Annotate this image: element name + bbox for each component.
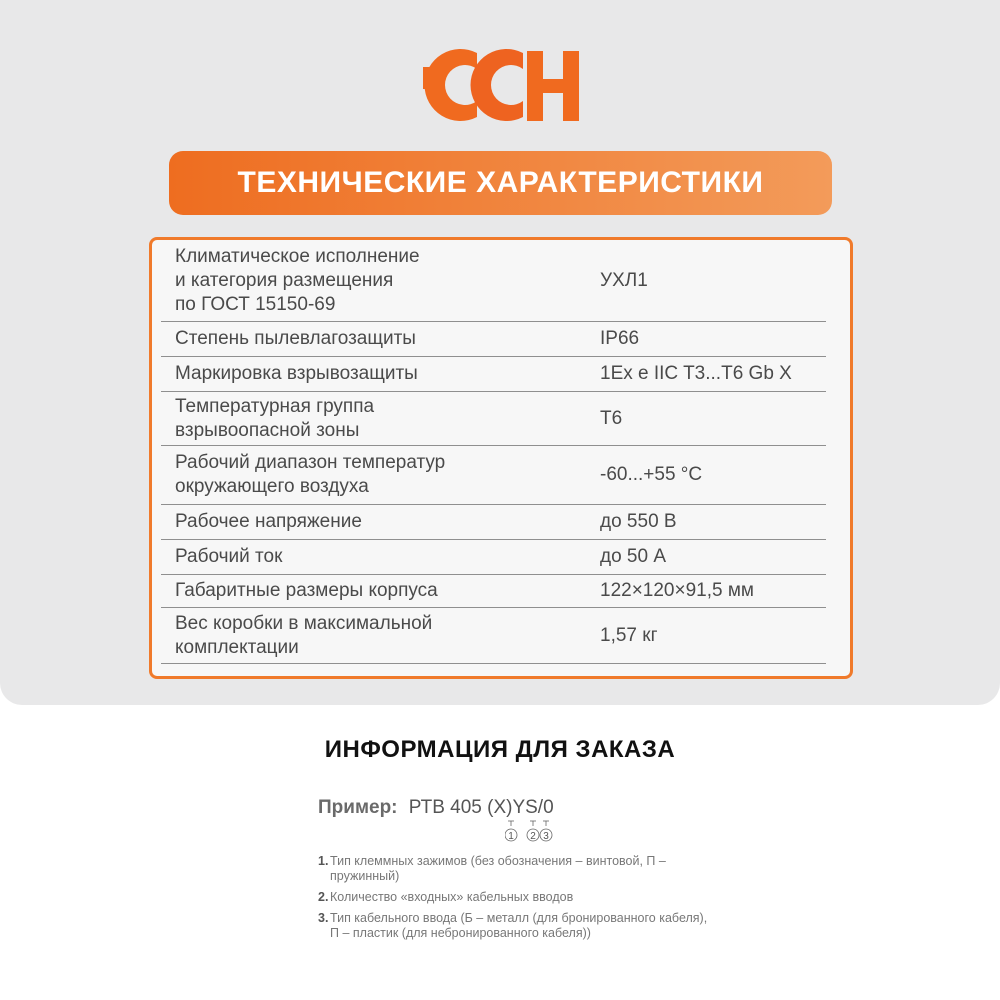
- spec-label: Рабочее напряжение: [175, 511, 362, 532]
- spec-label: Климатическое исполнение и категория размещения по ГОСТ 15150-69: [175, 245, 420, 315]
- spec-value: УХЛ1: [600, 269, 648, 291]
- spec-label: Габаритные размеры корпуса: [175, 580, 438, 601]
- spec-label: Рабочий диапазон температур окружающего воздуха: [175, 452, 446, 497]
- specs-header-banner: [169, 151, 832, 215]
- example-label: Пример:: [318, 797, 398, 818]
- spec-label: Температурная группа взрывоопасной зоны: [175, 395, 375, 441]
- spec-value: -60...+55 °C: [600, 464, 703, 485]
- marker-1: 1: [508, 831, 514, 842]
- note-text: Тип клеммных зажимов (без обозначения – винтовой, П – пружинный): [330, 854, 666, 883]
- spec-value: 122×120×91,5 мм: [600, 580, 754, 601]
- marker-3: 3: [543, 831, 549, 842]
- spec-value: IP66: [600, 328, 640, 349]
- note-item: [318, 911, 718, 941]
- note-item: [318, 854, 718, 884]
- marker-2: 2: [530, 831, 536, 842]
- specs-title: ТЕХНИЧЕСКИЕ ХАРАКТЕРИСТИКИ: [237, 166, 764, 199]
- order-example: [318, 797, 554, 819]
- note-number: 3.: [318, 911, 329, 925]
- spec-row: [161, 446, 826, 505]
- spec-row: [161, 322, 826, 357]
- note-text: Тип кабельного ввода (Б – металл (для бронированного кабеля), П – пластик (для небронированного кабеля)): [330, 911, 708, 940]
- spec-row: [161, 357, 826, 392]
- spec-row: [161, 240, 826, 322]
- spec-label: Вес коробки в максимальной комплектации: [175, 612, 433, 658]
- note-number: 1.: [318, 854, 329, 868]
- spec-value: до 50 А: [600, 546, 667, 567]
- spec-value: до 550 В: [600, 511, 677, 532]
- brand-logo: [415, 45, 585, 125]
- code-markers: [505, 820, 565, 846]
- note-number: 2.: [318, 890, 329, 904]
- spec-row: [161, 540, 826, 575]
- spec-value: Т6: [600, 407, 623, 429]
- spec-value: 1Ex e IIC T3...T6 Gb X: [600, 363, 792, 384]
- spec-label: Маркировка взрывозащиты: [175, 363, 418, 384]
- note-text: Количество «входных» кабельных вводов: [330, 890, 574, 904]
- spec-row: [161, 505, 826, 540]
- example-code: РТВ 405 (Х)YS/0: [408, 797, 554, 818]
- spec-label: Рабочий ток: [175, 546, 283, 567]
- order-notes: [318, 854, 718, 947]
- note-item: [318, 890, 718, 905]
- spec-row: [161, 575, 826, 608]
- order-info-title: ИНФОРМАЦИЯ ДЛЯ ЗАКАЗА: [324, 736, 676, 763]
- spec-label: Степень пылевлагозащиты: [175, 328, 416, 349]
- spec-table: [149, 237, 853, 679]
- spec-row: [161, 608, 826, 664]
- spec-value: 1,57 кг: [600, 624, 658, 646]
- spec-row: [161, 392, 826, 446]
